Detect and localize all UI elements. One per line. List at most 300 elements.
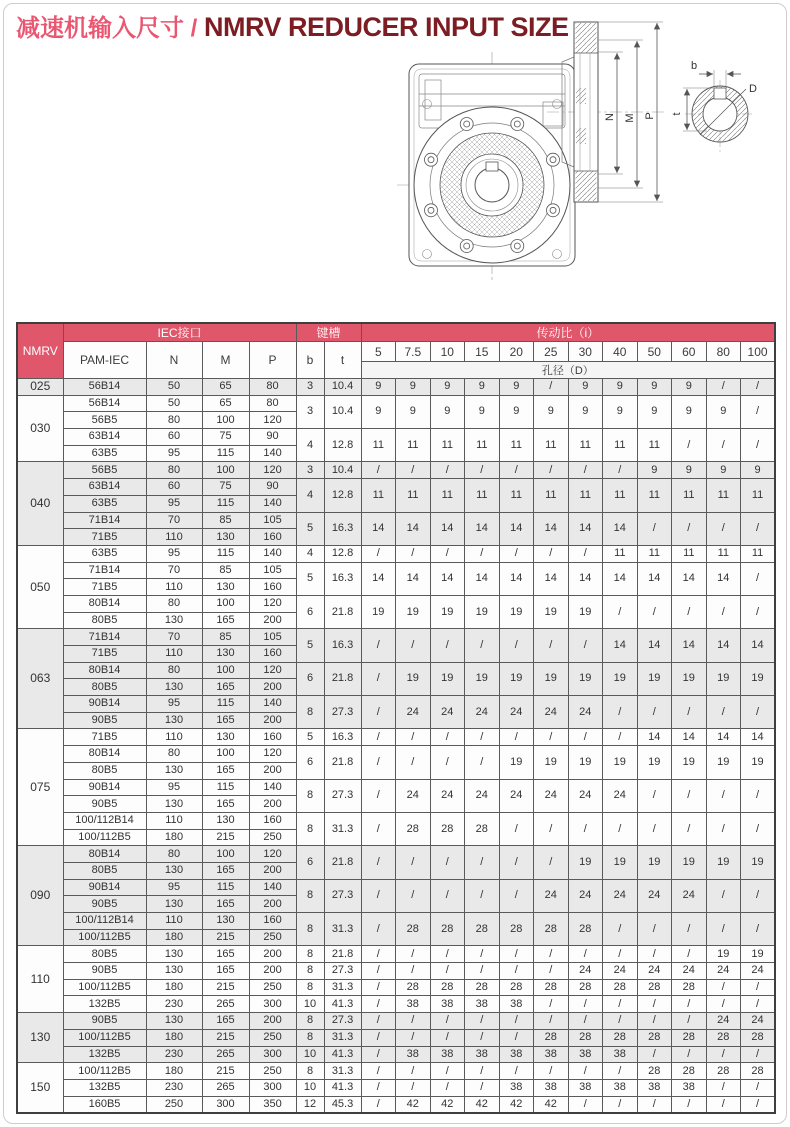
cell-bore-d: 28 xyxy=(637,1029,672,1046)
cell-bore-d: 38 xyxy=(637,1079,672,1096)
cell-p: 200 xyxy=(249,862,296,879)
cell-p: 200 xyxy=(249,963,296,980)
cell-bore-d: 24 xyxy=(706,1013,741,1030)
table-row xyxy=(17,879,775,896)
header-group-row xyxy=(17,323,775,342)
cell-bore-d: 9 xyxy=(465,395,500,428)
cell-bore-d: 28 xyxy=(603,1029,638,1046)
cell-bore-d: 28 xyxy=(568,1029,603,1046)
cell-p: 160 xyxy=(249,913,296,930)
cell-bore-d: / xyxy=(430,879,465,912)
cell-m: 265 xyxy=(202,996,249,1013)
cell-bore-d: / xyxy=(568,812,603,845)
header-p: P xyxy=(249,342,296,379)
cell-bore-d: / xyxy=(637,696,672,729)
cell-pam-iec: 71B14 xyxy=(63,562,146,579)
cell-bore-d: 38 xyxy=(430,1046,465,1063)
cell-keyway-t: 31.3 xyxy=(324,812,361,845)
cell-bore-d: / xyxy=(534,462,569,479)
cell-bore-d: 14 xyxy=(637,562,672,595)
cell-bore-d: 9 xyxy=(499,395,534,428)
cell-m: 215 xyxy=(202,829,249,846)
cell-m: 115 xyxy=(202,445,249,462)
cell-bore-d: / xyxy=(568,729,603,746)
cell-bore-d: / xyxy=(465,629,500,662)
cell-model: 075 xyxy=(17,729,63,846)
cell-p: 200 xyxy=(249,712,296,729)
cell-keyway-b: 4 xyxy=(296,545,324,562)
cell-bore-d: 42 xyxy=(534,1096,569,1113)
cell-bore-d: 14 xyxy=(430,512,465,545)
cell-bore-d: / xyxy=(430,629,465,662)
cell-p: 200 xyxy=(249,946,296,963)
cell-bore-d: 28 xyxy=(637,1063,672,1080)
cell-bore-d: 19 xyxy=(637,846,672,879)
cell-keyway-t: 21.8 xyxy=(324,662,361,695)
cell-bore-d: 28 xyxy=(430,913,465,946)
cell-bore-d: / xyxy=(396,462,431,479)
cell-pam-iec: 100/112B5 xyxy=(63,1063,146,1080)
header-nmrv: NMRV xyxy=(17,323,63,379)
cell-bore-d: 19 xyxy=(534,662,569,695)
cell-m: 165 xyxy=(202,712,249,729)
cell-bore-d: 19 xyxy=(430,595,465,628)
cell-m: 100 xyxy=(202,746,249,763)
cell-bore-d: / xyxy=(361,846,396,879)
cell-bore-d: 24 xyxy=(637,879,672,912)
cell-bore-d: 11 xyxy=(465,429,500,462)
cell-n: 80 xyxy=(146,595,202,612)
cell-bore-d: 11 xyxy=(672,479,707,512)
cell-pam-iec: 56B14 xyxy=(63,395,146,412)
cell-bore-d: / xyxy=(741,996,776,1013)
cell-keyway-b: 8 xyxy=(296,696,324,729)
keyway-slot xyxy=(486,162,498,171)
cell-bore-d: / xyxy=(430,746,465,779)
cell-pam-iec: 56B14 xyxy=(63,379,146,396)
cell-n: 70 xyxy=(146,512,202,529)
cell-pam-iec: 80B14 xyxy=(63,846,146,863)
cell-bore-d: 38 xyxy=(396,1046,431,1063)
cell-p: 160 xyxy=(249,529,296,546)
cell-bore-d: / xyxy=(430,729,465,746)
cell-bore-d: 11 xyxy=(741,545,776,562)
header-ratio-value: 30 xyxy=(568,342,603,362)
cell-bore-d: 28 xyxy=(672,1029,707,1046)
cell-keyway-t: 41.3 xyxy=(324,1046,361,1063)
dimension-lines xyxy=(617,23,657,201)
cell-p: 140 xyxy=(249,445,296,462)
cell-bore-d: / xyxy=(430,1013,465,1030)
cell-bore-d: 14 xyxy=(637,629,672,662)
cell-pam-iec: 90B5 xyxy=(63,712,146,729)
cell-bore-d: / xyxy=(672,429,707,462)
cell-n: 130 xyxy=(146,946,202,963)
cell-n: 250 xyxy=(146,1096,202,1113)
cell-m: 130 xyxy=(202,812,249,829)
bolt-icon xyxy=(547,204,560,217)
cell-bore-d: / xyxy=(706,996,741,1013)
cell-bore-d: / xyxy=(430,1029,465,1046)
cell-bore-d: / xyxy=(637,812,672,845)
cell-model: 050 xyxy=(17,545,63,628)
cell-pam-iec: 80B14 xyxy=(63,595,146,612)
cell-bore-d: / xyxy=(603,1063,638,1080)
cell-pam-iec: 56B5 xyxy=(63,462,146,479)
cell-bore-d: / xyxy=(534,545,569,562)
cell-bore-d: / xyxy=(706,1079,741,1096)
cell-pam-iec: 80B14 xyxy=(63,746,146,763)
cell-bore-d: 9 xyxy=(603,379,638,396)
cell-bore-d: / xyxy=(361,662,396,695)
cell-keyway-b: 6 xyxy=(296,846,324,879)
cell-keyway-t: 16.3 xyxy=(324,562,361,595)
cell-p: 300 xyxy=(249,996,296,1013)
cell-pam-iec: 132B5 xyxy=(63,996,146,1013)
cell-bore-d: 28 xyxy=(603,979,638,996)
cell-bore-d: / xyxy=(361,996,396,1013)
cell-keyway-b: 8 xyxy=(296,979,324,996)
reducer-input-size-table xyxy=(16,322,776,1114)
cell-bore-d: / xyxy=(603,1096,638,1113)
header-ratio-value: 80 xyxy=(706,342,741,362)
cell-bore-d: / xyxy=(741,1079,776,1096)
cell-n: 130 xyxy=(146,679,202,696)
cell-bore-d: / xyxy=(430,1063,465,1080)
cell-bore-d: / xyxy=(534,1063,569,1080)
cell-bore-d: 14 xyxy=(603,629,638,662)
cell-bore-d: / xyxy=(465,1063,500,1080)
cell-n: 230 xyxy=(146,1079,202,1096)
cell-bore-d: 11 xyxy=(534,479,569,512)
cell-n: 130 xyxy=(146,612,202,629)
cell-bore-d: 28 xyxy=(672,1063,707,1080)
cell-bore-d: 28 xyxy=(741,1029,776,1046)
cell-p: 250 xyxy=(249,829,296,846)
cell-bore-d: / xyxy=(603,595,638,628)
cell-bore-d: / xyxy=(706,779,741,812)
cell-n: 130 xyxy=(146,862,202,879)
cell-keyway-b: 8 xyxy=(296,879,324,912)
header-ratio-value: 100 xyxy=(741,342,776,362)
cell-m: 115 xyxy=(202,495,249,512)
cell-m: 165 xyxy=(202,796,249,813)
cell-p: 250 xyxy=(249,1029,296,1046)
table-row xyxy=(17,996,775,1013)
cell-bore-d: 24 xyxy=(672,963,707,980)
cell-bore-d: 19 xyxy=(534,595,569,628)
cell-bore-d: 24 xyxy=(568,879,603,912)
cell-bore-d: 11 xyxy=(396,429,431,462)
table-row xyxy=(17,1013,775,1030)
cell-bore-d: / xyxy=(396,879,431,912)
cell-pam-iec: 63B5 xyxy=(63,545,146,562)
cell-bore-d: / xyxy=(361,812,396,845)
cell-bore-d: 11 xyxy=(603,545,638,562)
cell-bore-d: 24 xyxy=(637,963,672,980)
header-n: N xyxy=(146,342,202,379)
cell-keyway-t: 16.3 xyxy=(324,512,361,545)
table-row xyxy=(17,729,775,746)
cell-n: 180 xyxy=(146,979,202,996)
cell-p: 80 xyxy=(249,395,296,412)
bolt-icon xyxy=(511,240,524,253)
cell-p: 160 xyxy=(249,812,296,829)
cell-bore-d: / xyxy=(741,979,776,996)
cell-bore-d: 11 xyxy=(603,429,638,462)
cell-n: 110 xyxy=(146,812,202,829)
cell-bore-d: / xyxy=(361,1013,396,1030)
cell-p: 140 xyxy=(249,495,296,512)
cell-pam-iec: 80B5 xyxy=(63,946,146,963)
cell-n: 70 xyxy=(146,629,202,646)
table-row xyxy=(17,562,775,579)
cell-keyway-b: 8 xyxy=(296,1063,324,1080)
cell-bore-d: / xyxy=(706,979,741,996)
cell-bore-d: 9 xyxy=(396,395,431,428)
cell-bore-d: 11 xyxy=(568,479,603,512)
cell-n: 80 xyxy=(146,662,202,679)
cell-bore-d: 9 xyxy=(465,379,500,396)
header-ratio-value: 60 xyxy=(672,342,707,362)
cell-bore-d: / xyxy=(706,812,741,845)
cell-keyway-b: 10 xyxy=(296,1079,324,1096)
cell-bore-d: 28 xyxy=(672,979,707,996)
bolt-icon xyxy=(460,118,473,131)
cell-n: 130 xyxy=(146,1013,202,1030)
cell-bore-d: / xyxy=(430,846,465,879)
cell-bore-d: 9 xyxy=(637,462,672,479)
cell-bore-d: 19 xyxy=(672,846,707,879)
cell-bore-d: 19 xyxy=(361,595,396,628)
cell-m: 85 xyxy=(202,629,249,646)
cell-bore-d: 11 xyxy=(430,429,465,462)
cell-bore-d: 42 xyxy=(499,1096,534,1113)
cell-pam-iec: 71B5 xyxy=(63,729,146,746)
cell-bore-d: / xyxy=(396,545,431,562)
cell-n: 130 xyxy=(146,963,202,980)
cell-bore-d: / xyxy=(534,963,569,980)
cell-n: 80 xyxy=(146,746,202,763)
cell-bore-d: / xyxy=(603,996,638,1013)
dim-label-n: N xyxy=(604,113,616,121)
cell-p: 160 xyxy=(249,646,296,663)
cell-bore-d: / xyxy=(672,779,707,812)
cell-bore-d: / xyxy=(534,996,569,1013)
cell-keyway-b: 8 xyxy=(296,779,324,812)
cell-bore-d: / xyxy=(499,1029,534,1046)
cell-n: 180 xyxy=(146,1063,202,1080)
cell-m: 130 xyxy=(202,529,249,546)
table-row xyxy=(17,746,775,763)
header-sub-row xyxy=(17,342,775,362)
cell-bore-d: 9 xyxy=(499,379,534,396)
cell-bore-d: 11 xyxy=(499,429,534,462)
cell-bore-d: 28 xyxy=(568,979,603,996)
cell-keyway-b: 8 xyxy=(296,963,324,980)
header-keyway-group: 键槽 xyxy=(296,323,361,342)
cell-bore-d: 9 xyxy=(672,462,707,479)
cell-m: 165 xyxy=(202,762,249,779)
cell-bore-d: / xyxy=(568,996,603,1013)
cell-bore-d: / xyxy=(465,746,500,779)
table-row xyxy=(17,1063,775,1080)
cell-bore-d: 42 xyxy=(430,1096,465,1113)
header-bore-diameter: 孔径（D） xyxy=(361,362,775,379)
cell-pam-iec: 71B5 xyxy=(63,646,146,663)
cell-bore-d: 42 xyxy=(396,1096,431,1113)
table-row xyxy=(17,779,775,796)
cell-bore-d: 28 xyxy=(534,1029,569,1046)
cell-p: 250 xyxy=(249,1063,296,1080)
cell-n: 60 xyxy=(146,479,202,496)
cell-pam-iec: 90B5 xyxy=(63,796,146,813)
section-hatch-top xyxy=(576,23,597,53)
cell-keyway-b: 3 xyxy=(296,379,324,396)
cell-pam-iec: 90B5 xyxy=(63,963,146,980)
table-header xyxy=(17,323,775,379)
cell-bore-d: 11 xyxy=(568,429,603,462)
cell-bore-d: 9 xyxy=(637,379,672,396)
cell-bore-d: / xyxy=(430,545,465,562)
cell-n: 50 xyxy=(146,379,202,396)
cell-bore-d: / xyxy=(706,595,741,628)
table-row xyxy=(17,512,775,529)
cell-bore-d: 14 xyxy=(568,512,603,545)
cell-keyway-b: 8 xyxy=(296,913,324,946)
cell-bore-d: / xyxy=(361,1079,396,1096)
cell-bore-d: 14 xyxy=(603,512,638,545)
cell-bore-d: / xyxy=(361,913,396,946)
cell-bore-d: / xyxy=(465,729,500,746)
cell-bore-d: / xyxy=(361,696,396,729)
cell-bore-d: / xyxy=(396,1063,431,1080)
cell-bore-d: 9 xyxy=(706,462,741,479)
cell-bore-d: 28 xyxy=(741,1063,776,1080)
cell-n: 60 xyxy=(146,429,202,446)
cell-bore-d: 14 xyxy=(534,512,569,545)
cell-keyway-t: 27.3 xyxy=(324,963,361,980)
cell-bore-d: 24 xyxy=(568,696,603,729)
header-iec-group: IEC接口 xyxy=(63,323,296,342)
cell-bore-d: / xyxy=(465,846,500,879)
cell-bore-d: 19 xyxy=(706,846,741,879)
cell-bore-d: 11 xyxy=(706,545,741,562)
cell-bore-d: / xyxy=(361,963,396,980)
cell-bore-d: / xyxy=(603,729,638,746)
cell-p: 120 xyxy=(249,595,296,612)
cell-bore-d: 19 xyxy=(568,595,603,628)
cell-pam-iec: 132B5 xyxy=(63,1046,146,1063)
cell-bore-d: 19 xyxy=(568,662,603,695)
header-ratio-value: 7.5 xyxy=(396,342,431,362)
cell-bore-d: 19 xyxy=(465,662,500,695)
cell-keyway-b: 8 xyxy=(296,812,324,845)
table-row xyxy=(17,462,775,479)
cell-bore-d: / xyxy=(430,946,465,963)
cell-bore-d: / xyxy=(499,879,534,912)
cell-model: 130 xyxy=(17,1013,63,1063)
cell-bore-d: / xyxy=(499,946,534,963)
cell-bore-d: 28 xyxy=(499,913,534,946)
cell-keyway-t: 10.4 xyxy=(324,462,361,479)
header-m: M xyxy=(202,342,249,379)
cell-bore-d: / xyxy=(568,1013,603,1030)
cell-m: 115 xyxy=(202,545,249,562)
cell-n: 110 xyxy=(146,579,202,596)
shaft-detail-view xyxy=(671,60,757,152)
cell-bore-d: 38 xyxy=(499,1079,534,1096)
cell-bore-d: / xyxy=(568,946,603,963)
cell-bore-d: / xyxy=(534,812,569,845)
cell-bore-d: 19 xyxy=(499,595,534,628)
cell-bore-d: 28 xyxy=(706,1029,741,1046)
table-row xyxy=(17,545,775,562)
cell-bore-d: / xyxy=(361,979,396,996)
cell-bore-d: 24 xyxy=(741,1013,776,1030)
cell-keyway-b: 6 xyxy=(296,662,324,695)
cell-n: 95 xyxy=(146,779,202,796)
cell-n: 110 xyxy=(146,529,202,546)
cell-bore-d: 28 xyxy=(534,979,569,996)
cell-bore-d: 19 xyxy=(396,662,431,695)
cell-n: 110 xyxy=(146,646,202,663)
cell-n: 95 xyxy=(146,445,202,462)
cell-bore-d: 28 xyxy=(465,979,500,996)
cell-bore-d: / xyxy=(706,1096,741,1113)
cell-bore-d: / xyxy=(637,913,672,946)
cell-bore-d: / xyxy=(568,1096,603,1113)
cell-m: 115 xyxy=(202,696,249,713)
cell-p: 200 xyxy=(249,796,296,813)
cell-bore-d: 14 xyxy=(499,562,534,595)
cell-bore-d: 9 xyxy=(361,395,396,428)
cell-bore-d: / xyxy=(499,1013,534,1030)
cell-m: 130 xyxy=(202,913,249,930)
cell-bore-d: 19 xyxy=(741,662,776,695)
cell-bore-d: / xyxy=(603,1013,638,1030)
cell-keyway-t: 21.8 xyxy=(324,746,361,779)
cell-p: 300 xyxy=(249,1079,296,1096)
cell-pam-iec: 90B5 xyxy=(63,896,146,913)
cell-bore-d: / xyxy=(396,1029,431,1046)
cell-bore-d: / xyxy=(741,562,776,595)
cell-bore-d: / xyxy=(741,1046,776,1063)
cell-bore-d: / xyxy=(741,429,776,462)
cell-bore-d: 24 xyxy=(741,963,776,980)
cell-bore-d: 14 xyxy=(568,562,603,595)
cell-bore-d: / xyxy=(672,696,707,729)
cell-m: 100 xyxy=(202,412,249,429)
cell-bore-d: / xyxy=(706,696,741,729)
cell-bore-d: / xyxy=(741,379,776,396)
cell-bore-d: 24 xyxy=(396,696,431,729)
cell-pam-iec: 63B5 xyxy=(63,445,146,462)
cell-p: 200 xyxy=(249,1013,296,1030)
section-hatch-bottom xyxy=(576,171,597,201)
cell-m: 165 xyxy=(202,963,249,980)
cell-keyway-t: 27.3 xyxy=(324,879,361,912)
cell-keyway-t: 16.3 xyxy=(324,629,361,662)
cell-keyway-b: 6 xyxy=(296,595,324,628)
cell-bore-d: 24 xyxy=(603,779,638,812)
cell-p: 105 xyxy=(249,629,296,646)
cell-n: 95 xyxy=(146,879,202,896)
cell-bore-d: 9 xyxy=(430,395,465,428)
cell-bore-d: 38 xyxy=(430,996,465,1013)
cell-n: 110 xyxy=(146,913,202,930)
cell-n: 230 xyxy=(146,996,202,1013)
